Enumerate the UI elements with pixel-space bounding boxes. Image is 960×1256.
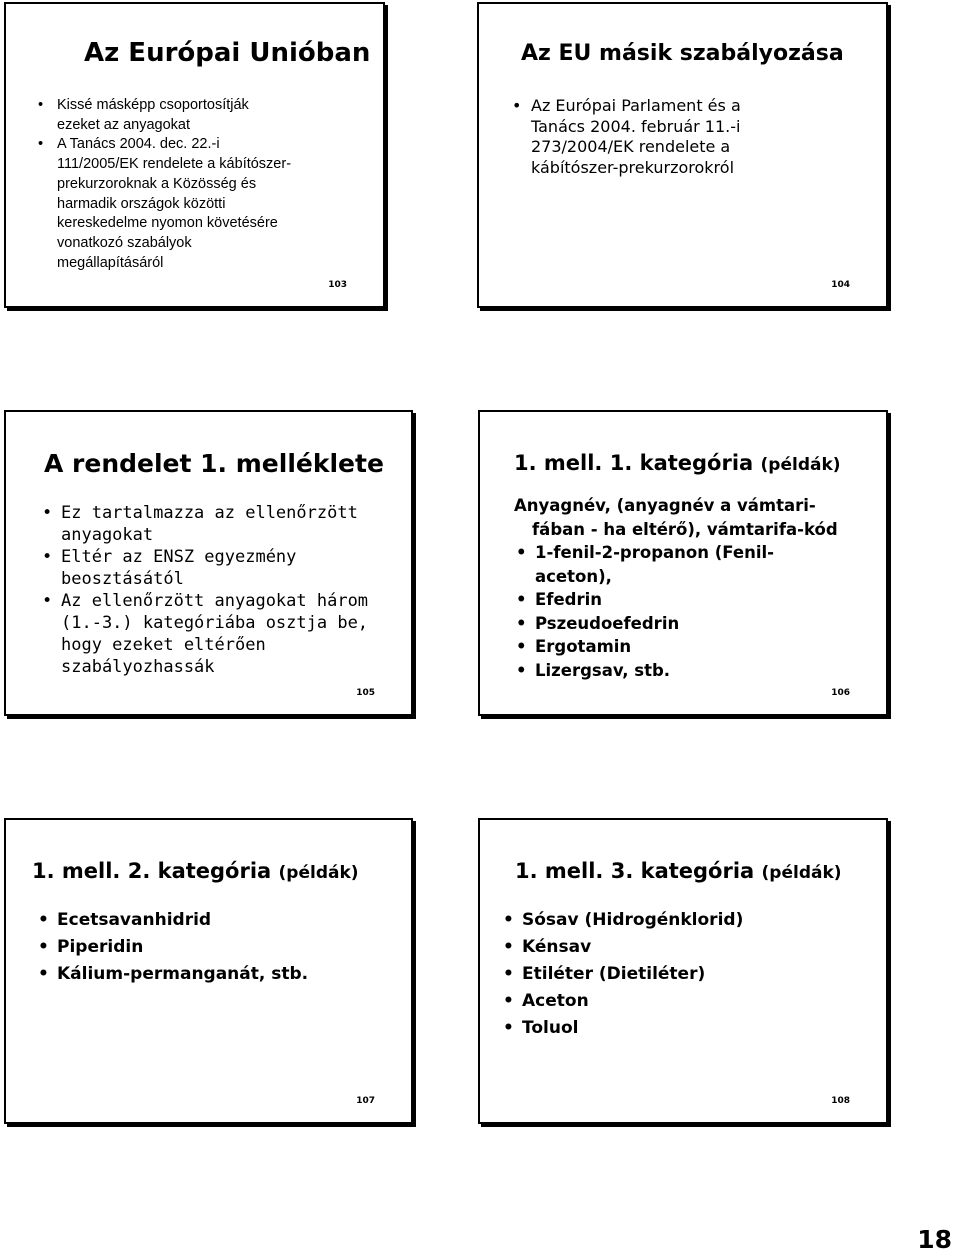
bullet-item: • Piperidin — [36, 934, 308, 961]
bullet-list — [36, 96, 291, 273]
title-main: 1. mell. 2. kategória — [32, 859, 272, 883]
title-main: 1. mell. 3. kategória — [515, 859, 755, 883]
bullet-item: • Az Európai Parlament és a Tanács 2004. február 11.-i 273/2004/EK rendelete a kábítószer-prekurzorokról — [510, 96, 741, 178]
slide-number: 108 — [831, 1096, 850, 1106]
slide-title — [514, 452, 841, 475]
title-sub: (példák) — [761, 863, 842, 883]
bullet-item: • Kénsav — [501, 934, 743, 961]
bullet-item: • A Tanács 2004. dec. 22.-i 111/2005/EK rendelete a kábítószer- prekurzoroknak a Közösség és harmadik országok közötti kereskedelme nyomon követésére vonatkozó szabályok megállapításáról — [36, 135, 291, 273]
bullet-item: • Ecetsavanhidrid — [36, 907, 308, 934]
slide-105 — [4, 410, 413, 716]
slide-title — [32, 860, 359, 883]
slide-number: 104 — [831, 280, 850, 290]
slide-number: 107 — [356, 1096, 375, 1106]
title-sub: (példák) — [278, 863, 359, 883]
bullet-item: • Efedrin — [514, 588, 838, 612]
bullet-item: • Eltér az ENSZ egyezmény beosztásától — [40, 546, 368, 590]
slide-title: A rendelet 1. melléklete — [44, 449, 384, 478]
bullet-item: • Toluol — [501, 1015, 743, 1042]
page-number: 18 — [917, 1225, 952, 1254]
slide-title: Az Európai Unióban — [84, 38, 371, 68]
bullet-item: • Ez tartalmazza az ellenőrzött anyagokat — [40, 502, 368, 546]
bullet-list — [36, 907, 308, 988]
title-sub: (példák) — [760, 455, 841, 475]
bullet-item: • 1-fenil-2-propanon (Fenil- aceton), — [514, 541, 838, 588]
slide-title — [515, 860, 842, 883]
slide-number: 103 — [328, 280, 347, 290]
slide-104 — [477, 2, 888, 308]
bullet-item: • Kissé másképp csoportosítják ezeket az anyagokat — [36, 96, 291, 135]
slide-number: 105 — [356, 688, 375, 698]
bullet-item: • Sósav (Hidrogénklorid) — [501, 907, 743, 934]
intro-paragraph — [514, 494, 838, 541]
intro-line: fában - ha eltérő), vámtarifa-kód — [532, 519, 838, 539]
slide-number: 106 — [831, 688, 850, 698]
bullet-item: • Az ellenőrzött anyagokat három (1.-3.) kategóriába osztja be, hogy ezeket eltérően szabályozhassák — [40, 590, 368, 678]
slide-body — [514, 494, 838, 682]
bullet-item: • Aceton — [501, 988, 743, 1015]
slide-108 — [478, 818, 888, 1124]
slide-106 — [478, 410, 888, 716]
slide-103 — [4, 2, 385, 308]
bullet-item: • Ergotamin — [514, 635, 838, 659]
bullet-item: • Lizergsav, stb. — [514, 659, 838, 683]
title-main: 1. mell. 1. kategória — [514, 451, 754, 475]
intro-line: Anyagnév, (anyagnév a vámtari- — [514, 496, 816, 515]
slide-title: Az EU másik szabályozása — [521, 41, 844, 66]
bullet-item: • Kálium-permanganát, stb. — [36, 961, 308, 988]
bullet-list — [501, 907, 743, 1042]
bullet-item: • Pszeudoefedrin — [514, 612, 838, 636]
bullet-item: • Etiléter (Dietiléter) — [501, 961, 743, 988]
bullet-list — [514, 541, 838, 682]
bullet-list — [40, 502, 368, 678]
slide-107 — [4, 818, 413, 1124]
bullet-list — [510, 96, 741, 178]
